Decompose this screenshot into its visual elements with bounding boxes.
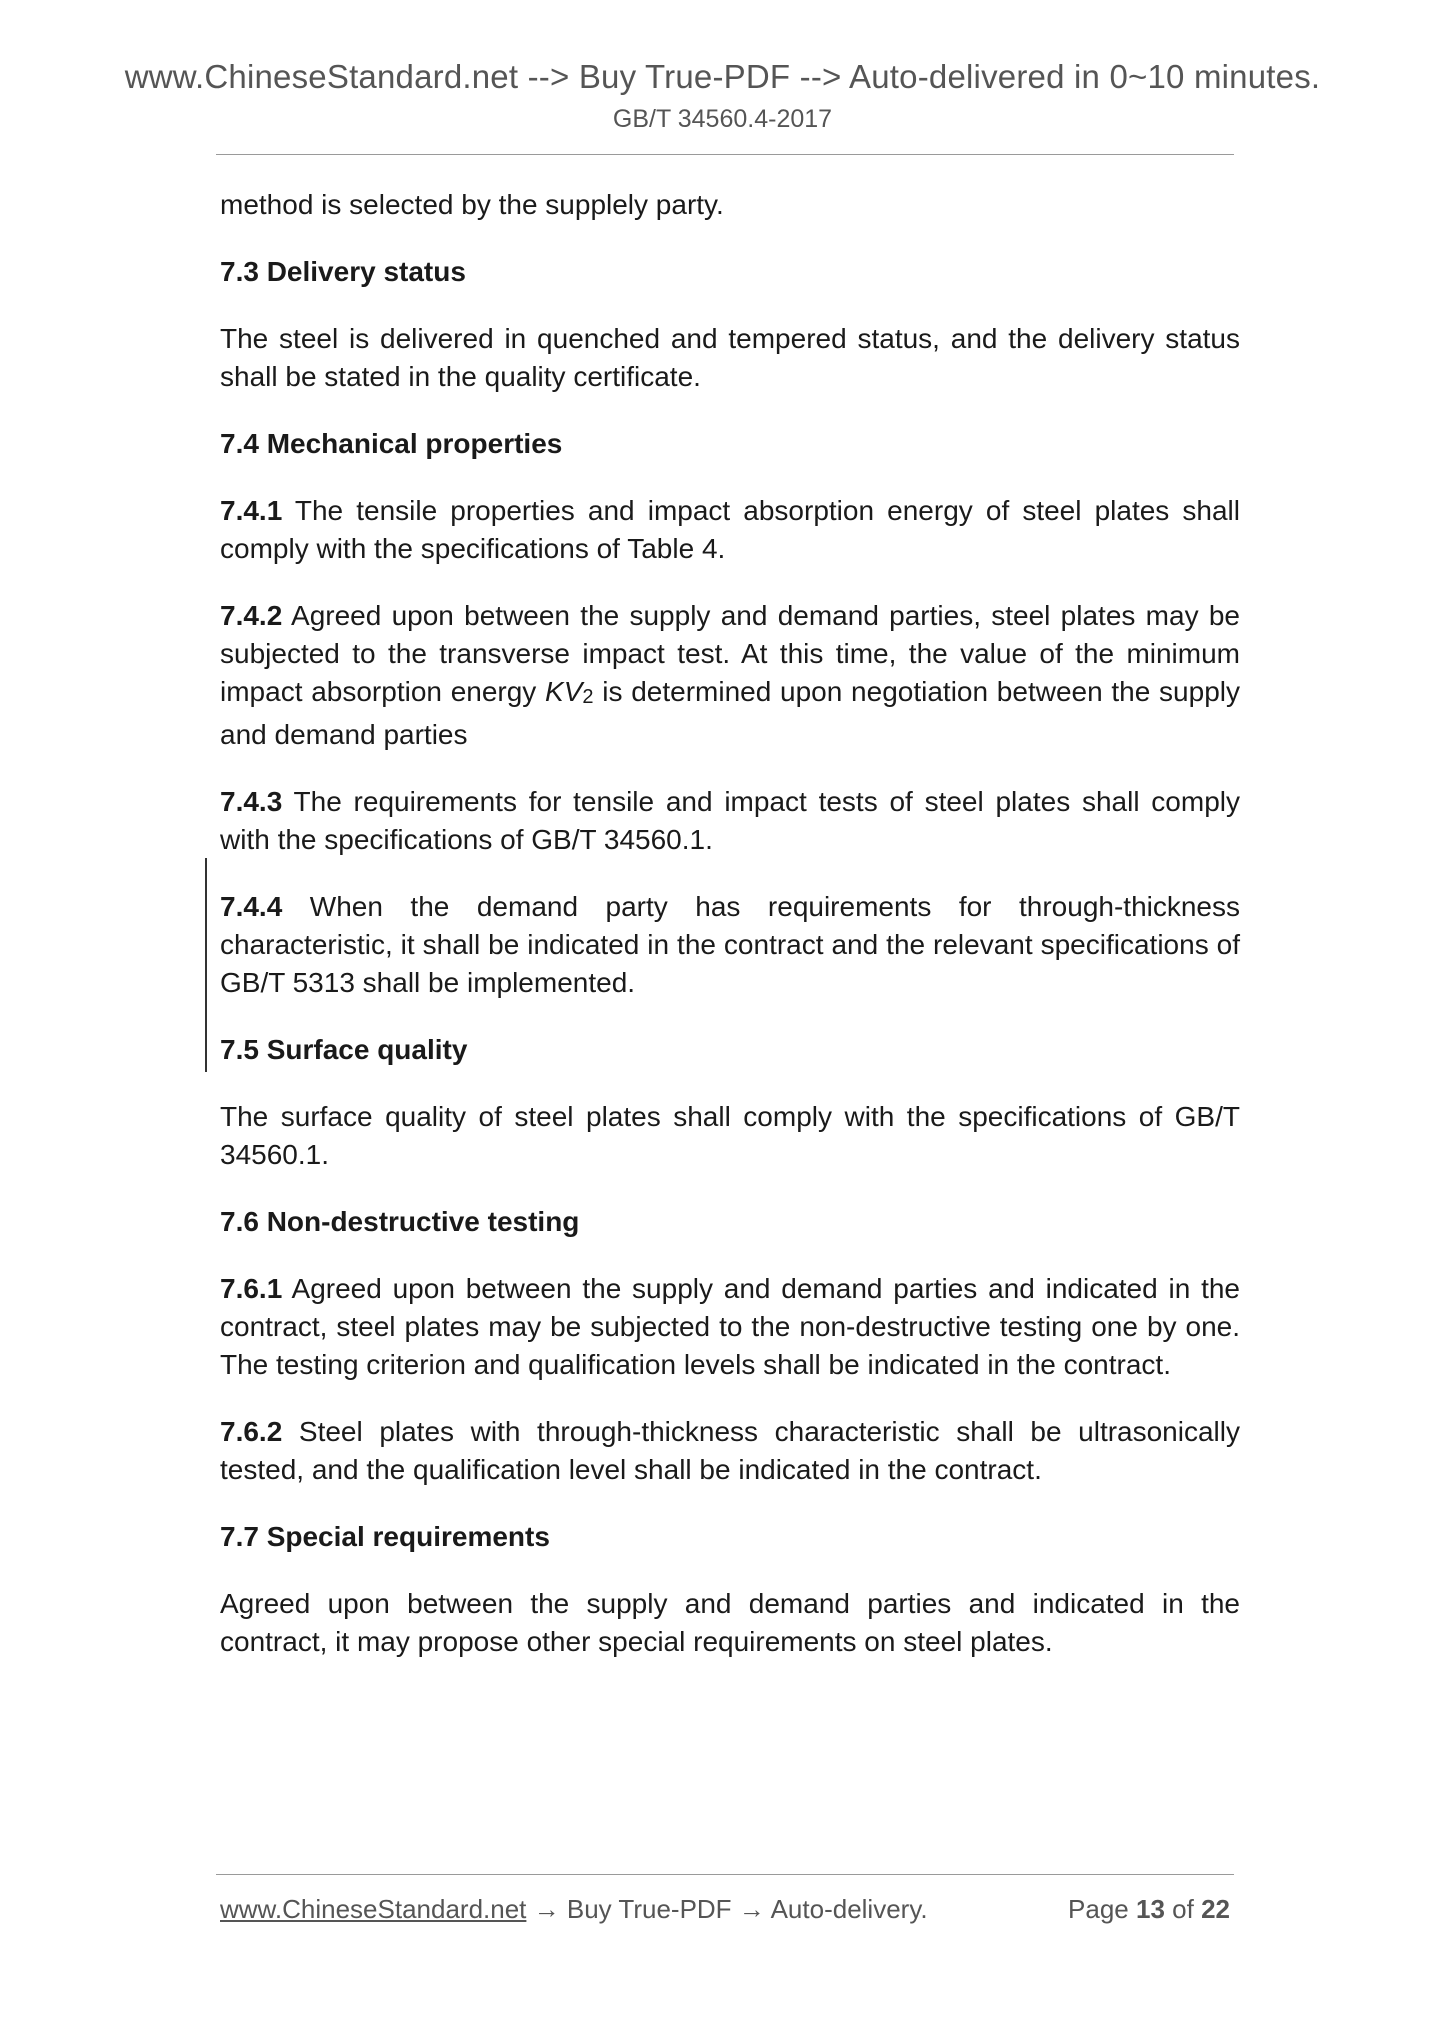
section-7-3-paragraph: The steel is delivered in quenched and tempered status, and the delivery status shall be stated in the quality certificate. <box>220 323 1240 392</box>
clause-number: 7.6.1 <box>220 1273 283 1304</box>
of-label: of <box>1172 1894 1194 1924</box>
clause-number: 7.4.4 <box>220 891 283 922</box>
clause-text: Agreed upon between the supply and demand parties and indicated in the contract, steel plates may be subjected to the non-destructive testing one by one. The testing criterion and qualification levels shall be indicated in the contract. <box>220 1273 1240 1380</box>
change-bar <box>205 858 207 1072</box>
clause-number: 7.6.2 <box>220 1416 283 1447</box>
section-7-7-heading: 7.7 Special requirements <box>220 1521 550 1552</box>
clause-text: The tensile properties and impact absorption energy of steel plates shall comply with the specifications of Table 4. <box>220 495 1240 564</box>
footer-buy-text: Buy True-PDF <box>566 1894 732 1924</box>
kv-symbol: KV <box>545 676 583 707</box>
document-body <box>220 186 1240 1690</box>
section-7-6-heading: 7.6 Non-destructive testing <box>220 1206 580 1237</box>
clause-text: When the demand party has requirements for through-thickness characteristic, it shall be indicated in the contract and the relevant specifications of GB/T 5313 shall be implemented. <box>220 891 1240 998</box>
arrow-right-icon: → <box>526 1894 567 1924</box>
clause-number: 7.4.2 <box>220 600 283 631</box>
clause-text: The requirements for tensile and impact tests of steel plates shall comply with the specifications of GB/T 34560.1. <box>220 786 1240 855</box>
page-indicator <box>1068 1894 1230 1925</box>
footer-links <box>220 1894 928 1925</box>
total-pages: 22 <box>1201 1894 1230 1924</box>
clause-7-4-2 <box>220 597 1240 754</box>
arrow-right-icon: → <box>731 1894 771 1924</box>
header-divider <box>216 154 1234 155</box>
footer-site-link[interactable]: www.ChineseStandard.net <box>220 1894 527 1924</box>
intro-paragraph: method is selected by the supplely party. <box>220 189 724 220</box>
header-banner: www.ChineseStandard.net --> Buy True-PDF --> Auto-delivered in 0~10 minutes. <box>124 58 1321 95</box>
clause-number: 7.4.1 <box>220 495 283 526</box>
page-label: Page <box>1068 1894 1129 1924</box>
clause-7-4-1 <box>220 492 1240 568</box>
clause-number: 7.4.3 <box>220 786 283 817</box>
section-7-4-heading: 7.4 Mechanical properties <box>220 428 563 459</box>
standard-number: GB/T 34560.4-2017 <box>612 105 833 133</box>
clause-text-continued: is determined upon negotiation between the supply and demand parties <box>220 676 1240 750</box>
clause-7-6-2 <box>220 1413 1240 1489</box>
section-7-5-paragraph: The surface quality of steel plates shall comply with the specifications of GB/T 34560.1. <box>220 1101 1240 1170</box>
clause-7-4-3 <box>220 783 1240 859</box>
clause-7-4-4 <box>220 888 1240 1002</box>
page-number: 13 <box>1136 1894 1165 1924</box>
section-7-5-heading: 7.5 Surface quality <box>220 1034 468 1065</box>
kv-subscript: 2 <box>582 686 594 708</box>
section-7-7-paragraph: Agreed upon between the supply and demand parties and indicated in the contract, it may propose other special requirements on steel plates. <box>220 1588 1240 1657</box>
clause-7-6-1 <box>220 1270 1240 1384</box>
footer-delivery-text: Auto-delivery. <box>770 1894 928 1924</box>
clause-text: Steel plates with through-thickness characteristic shall be ultrasonically tested, and the qualification level shall be indicated in the contract. <box>220 1416 1240 1485</box>
section-7-3-heading: 7.3 Delivery status <box>220 256 466 287</box>
clause-text: Agreed upon between the supply and demand parties, steel plates may be subjected to the transverse impact test. At this time, the value of the minimum impact absorption energy <box>220 600 1240 707</box>
footer-divider <box>216 1874 1234 1875</box>
